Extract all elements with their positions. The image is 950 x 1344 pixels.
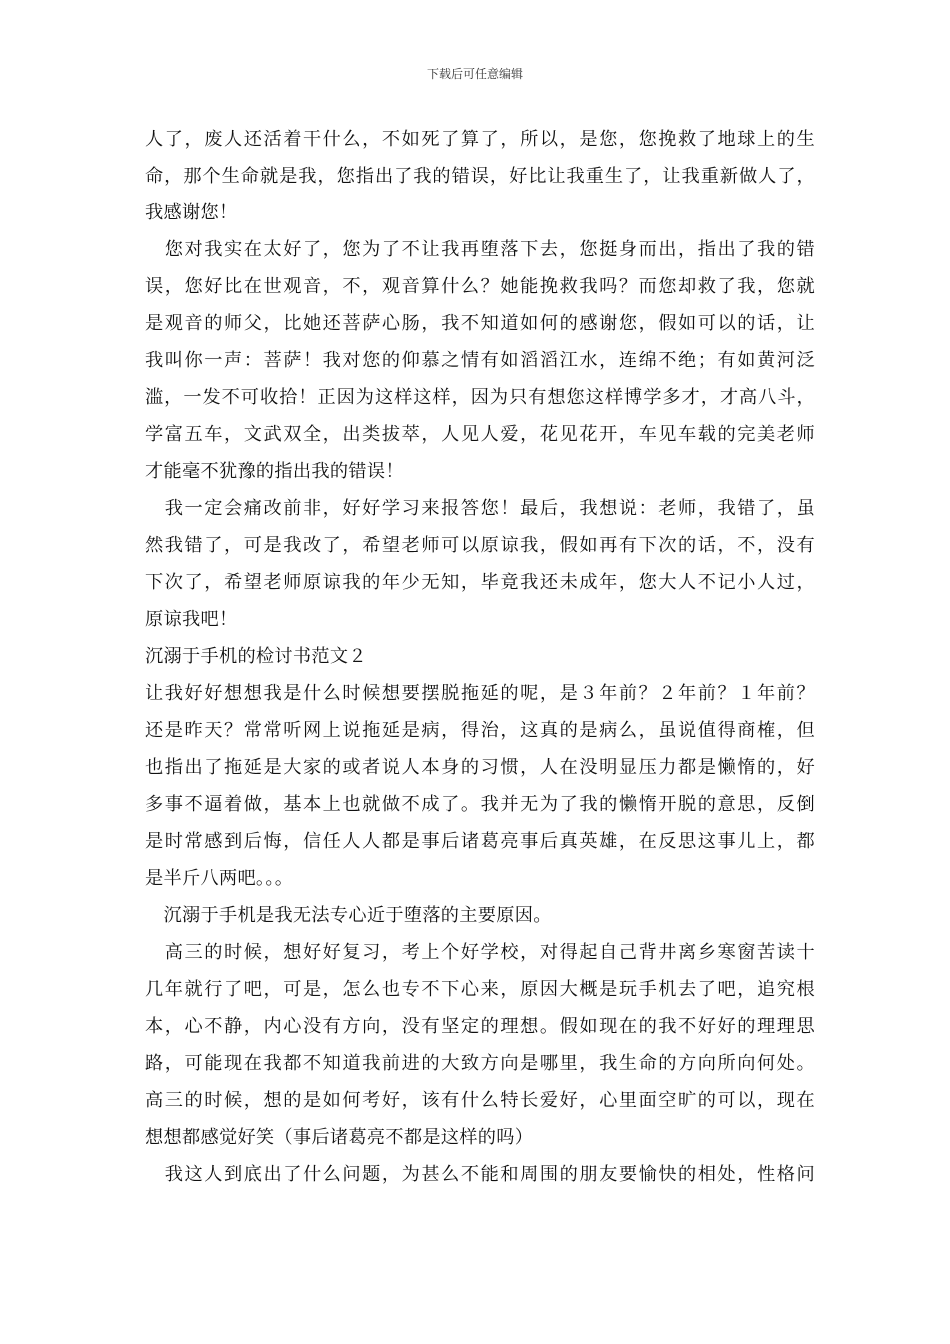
text-line: 想想都感觉好笑（事后诸葛亮不都是这样的吗） [145,1127,534,1148]
text-line: 下次了，希望老师原谅我的年少无知，毕竟我还未成年，您大人不记小人过， [145,572,815,593]
text-line: 您对我实在太好了，您为了不让我再堕落下去，您挺身而出，指出了我的错 [145,239,815,260]
text-line: 是时常感到后悔，信任人人都是事后诸葛亮事后真英雄，在反思这事儿上，都 [145,831,815,852]
text-line: 高三的时候，想好好复习，考上个好学校，对得起自己背井离乡寒窗苦读十 [145,942,815,963]
text-line: 是半斤八两吧。。。 [145,868,294,889]
text-line: 也指出了拖延是大家的或者说人本身的习惯，人在没明显压力都是懒惰的，好 [145,757,815,778]
text-line: 几年就行了吧，可是，怎么也专不下心来，原因大概是玩手机去了吧，追究根 [145,979,815,1000]
text-line: 多事不逼着做，基本上也就做不成了。我并无为了我的懒惰开脱的意思，反倒 [145,794,815,815]
text-line: 是观音的师父，比她还菩萨心肠，我不知道如何的感谢您，假如可以的话，让 [145,313,815,334]
text-line: 还是昨天？常常听网上说拖延是病，得治，这真的是病么，虽说值得商榷，但 [145,720,815,741]
text-line: 让我好好想想我是什么时候想要摆脱拖延的呢，是３年前？２年前？１年前？ [145,683,815,704]
text-line: 学富五车，文武双全，出类拔萃，人见人爱，花见花开，车见车载的完美老师 [145,424,815,445]
text-line: 滥，一发不可收拾！正因为这样这样，因为只有想您这样博学多才，才高八斗， [145,387,815,408]
text-line: 我叫你一声：菩萨！我对您的仰慕之情有如滔滔江水，连绵不绝；有如黄河泛 [145,350,815,371]
text-line: 沉溺于手机的检讨书范文２ [145,646,367,667]
text-line: 命，那个生命就是我，您指出了我的错误，好比让我重生了，让我重新做人了， [145,166,815,187]
page-header: 下载后可任意编辑 [426,67,523,81]
text-line: 误，您好比在世观音，不，观音算什么？她能挽救我吗？而您却救了我，您就 [145,276,815,297]
text-line: 然我错了，可是我改了，希望老师可以原谅我，假如再有下次的话，不，没有 [145,535,815,556]
text-line: 我这人到底出了什么问题，为甚么不能和周围的朋友要愉快的相处，性格问 [145,1164,815,1185]
text-line: 高三的时候，想的是如何考好，该有什么特长爱好，心里面空旷的可以，现在 [145,1090,815,1111]
text-line: 沉溺于手机是我无法专心近于堕落的主要原因。 [145,905,552,926]
text-line: 我感谢您！ [145,202,238,223]
text-line: 路，可能现在我都不知道我前进的大致方向是哪里，我生命的方向所向何处。 [145,1053,815,1074]
text-line: 人了，废人还活着干什么，不如死了算了，所以，是您，您挽救了地球上的生 [145,129,815,150]
text-line: 原谅我吧！ [145,609,238,630]
text-line: 才能毫不犹豫的指出我的错误！ [145,461,404,482]
text-line: 我一定会痛改前非，好好学习来报答您！最后，我想说：老师，我错了，虽 [145,498,815,519]
text-line: 本，心不静，内心没有方向，没有坚定的理想。假如现在的我不好好的理理思 [145,1016,815,1037]
